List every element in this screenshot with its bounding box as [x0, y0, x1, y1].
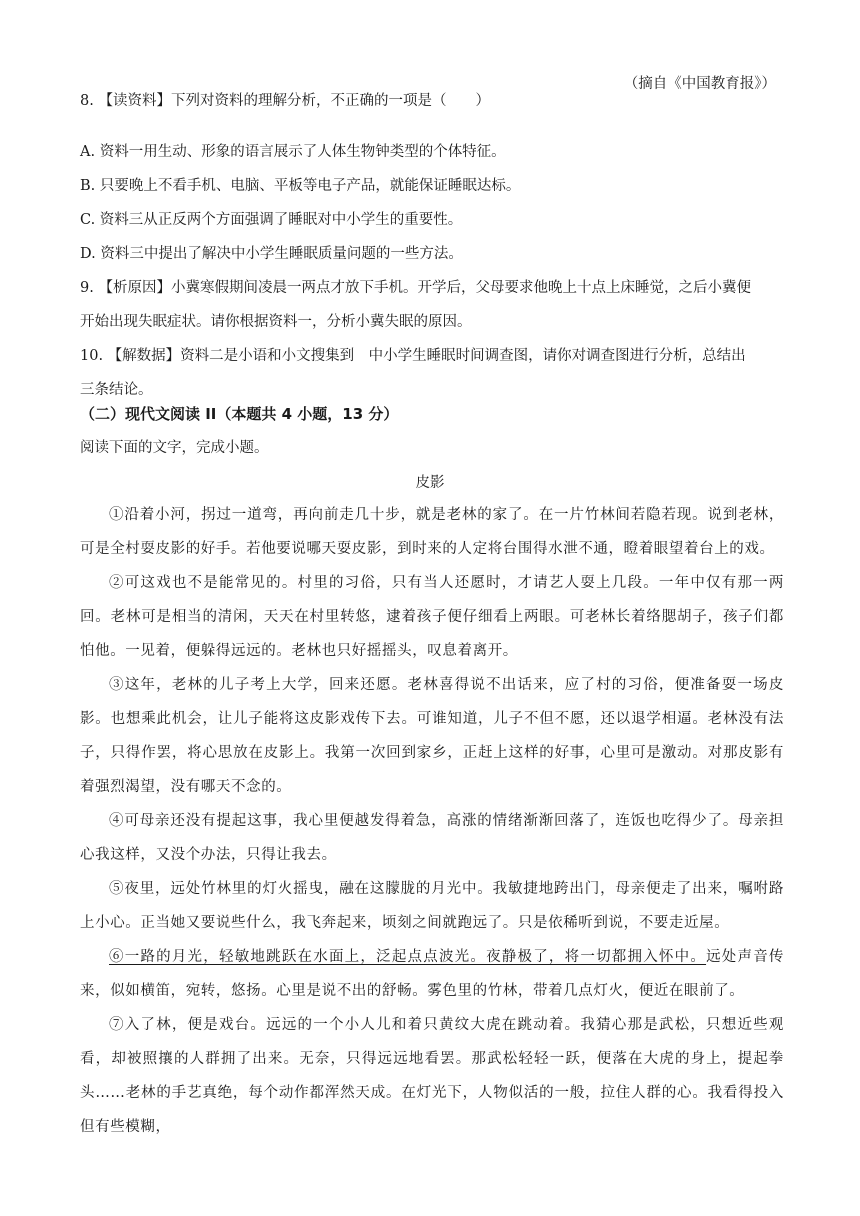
section-instruction: 阅读下面的文字，完成小题。 [80, 440, 269, 456]
question-8-stem: 8. 【读资料】下列对资料的理解分析，不正确的一项是（ ） [80, 93, 490, 109]
article-paragraph-7: ⑦入了林，便是戏台。远远的一个小人儿和着只黄纹大虎在跳动着。我猜心那是武松，只想近些观看，却被照攘的人群拥了出来。无奈，只得远远地看罢。那武松轻轻一跃，便落在大虎的身上，提起拳头……老林的手艺真绝，每个动作都浑然天成。在灯光下，人物似活的一般，拉住人群的心。我看得投入但有些模糊， [80, 1017, 784, 1135]
article-paragraph-5: ⑤夜里，远处竹林里的灯火摇曳，融在这朦胧的月光中。我敏捷地跨出门，母亲便走了出来，嘱咐路上小心。正当她又要说些什么，我飞奔起来，顷刻之间就跑远了。只是依稀听到说，不要走近屋。 [80, 881, 784, 931]
article-paragraph-2: ②可这戏也不是能常见的。村里的习俗，只有当人还愿时，才请艺人耍上几段。一年中仅有那一两回。老林可是相当的清闲，天天在村里转悠，逮着孩子便仔细看上两眼。可老林长着络腮胡子，孩子们都怕他。一见着，便躲得远远的。老林也只好摇摇头，叹息着离开。 [80, 575, 784, 659]
question-8-option-d: D. 资料三中提出了解决中小学生睡眠质量问题的一些方法。 [80, 246, 463, 262]
question-9-line-1: 9. 【析原因】小冀寒假期间凌晨一两点才放下手机。开学后，父母要求他晚上十点上床睡觉，之后小冀便 [80, 280, 751, 296]
question-9-line-2: 开始出现失眠症状。请你根据资料一，分析小冀失眠的原因。 [80, 314, 472, 330]
question-10-line-1: 10. 【解数据】资料二是小语和小文搜集到 中小学生睡眠时间调查图，请你对调查图进行分析，总结出 [80, 348, 746, 364]
paragraph-6-rest: 远处声音传来，似如横笛，宛转，悠扬。心里是说不出的舒畅。雾色里的竹林，带着几点灯火，便近在眼前了。 [80, 949, 785, 999]
article-title: 皮影 [415, 475, 445, 491]
article-paragraph-1: ①沿着小河，拐过一道弯，再向前走几十步，就是老林的家了。在一片竹林间若隐若现。说到老林，可是全村耍皮影的好手。若他要说哪天耍皮影，到时来的人定将台围得水泄不通，瞪着眼望着台上的戏。 [80, 507, 784, 557]
article-paragraph-4: ④可母亲还没有提起这事，我心里便越发得着急，高涨的情绪渐渐回落了，连饭也吃得少了。母亲担心我这样，又没个办法，只得让我去。 [80, 813, 784, 863]
question-8-option-b: B. 只要晚上不看手机、电脑、平板等电子产品，就能保证睡眠达标。 [80, 178, 521, 194]
underlined-sentence: ⑥一路的月光，轻敏地跳跃在水面上，泛起点点波光。夜静极了，将一切都拥入怀中。 [109, 949, 707, 965]
section-heading: （二）现代文阅读 II（本题共 4 小题，13 分） [80, 405, 399, 423]
source-citation: （摘自《中国教育报》） [623, 76, 776, 92]
question-8-option-c: C. 资料三从正反两个方面强调了睡眠对中小学生的重要性。 [80, 212, 463, 228]
article-paragraph-6 [80, 940, 784, 1008]
question-10-line-2: 三条结论。 [80, 382, 153, 398]
article-paragraph-3: ③这年，老林的儿子考上大学，回来还愿。老林喜得说不出话来，应了村的习俗，便准备耍一场皮影。也想乘此机会，让儿子能将这皮影戏传下去。可谁知道，儿子不但不愿，还以退学相逼。老林没有法子，只得作罢，将心思放在皮影上。我第一次回到家乡，正赶上这样的好事，心里可是激动。对那皮影有着强烈渴望，没有哪天不念的。 [80, 677, 784, 795]
question-8-option-a: A. 资料一用生动、形象的语言展示了人体生物钟类型的个体特征。 [80, 144, 506, 160]
